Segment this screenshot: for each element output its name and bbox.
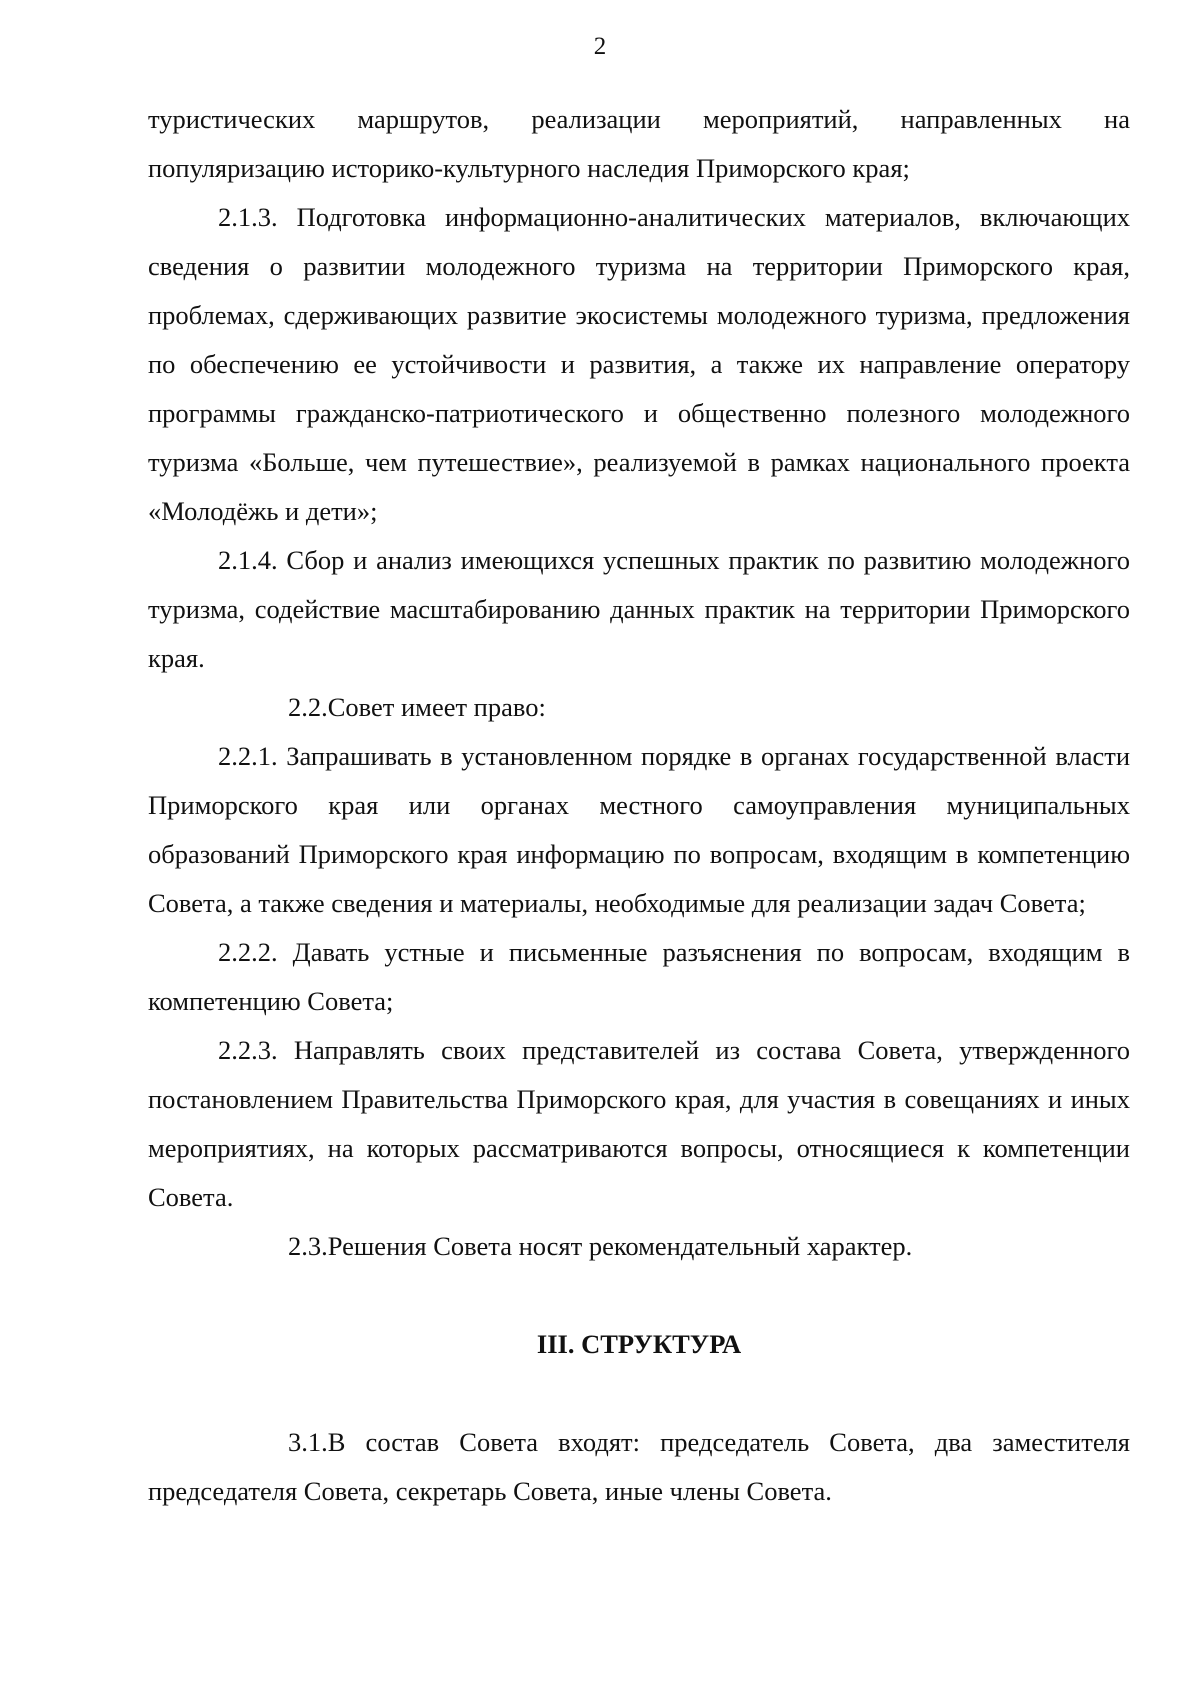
page-number: 2: [593, 33, 607, 60]
section-heading-structure: III. СТРУКТУРА: [536, 1329, 742, 1359]
paragraph-tourist-routes-continuation: туристических маршрутов, реализации мероприятий, направленных на популяризацию историко-культурного наследия Приморского края;: [148, 104, 1130, 183]
section-spacer: [148, 1271, 1130, 1320]
paragraph-number: 3.1.: [288, 1427, 328, 1457]
paragraph-number: 2.3.: [288, 1231, 328, 1261]
paragraph-2-2: [148, 683, 1130, 732]
document-body: [148, 95, 1130, 1516]
section-spacer: [148, 1369, 1130, 1418]
paragraph-2-1-3: 2.1.3. Подготовка информационно-аналитических материалов, включающих сведения о развитии молодежного туризма на территории Приморского края, проблемах, сдерживающих развитие экосистемы молодежного туризма, предложения по обеспечению ее устойчивости и развития, а также их направление оператору программы гражданско-патриотического и общественно полезного молодежного туризма «Больше, чем путешествие», реализуемой в рамках национального проекта «Молодёжь и дети»;: [148, 202, 1130, 526]
paragraph-2-2-3: 2.2.3. Направлять своих представителей из состава Совета, утвержденного постановлением Правительства Приморского края, для участия в совещаниях и иных мероприятиях, на которых рассматриваются вопросы, относящиеся к компетенции Совета.: [148, 1035, 1130, 1212]
paragraph-2-2-1: 2.2.1. Запрашивать в установленном порядке в органах государственной власти Приморского края или органах местного самоуправления муниципальных образований Приморского края информацию по вопросам, входящим в компетенцию Совета, а также сведения и материалы, необходимые для реализации задач Совета;: [148, 741, 1130, 918]
paragraph-number: 2.2.: [288, 692, 328, 722]
paragraph-2-3: [148, 1222, 1130, 1271]
paragraph-text: Решения Совета носят рекомендательный характер.: [327, 1231, 913, 1261]
paragraph-3-1: [148, 1418, 1130, 1516]
paragraph-2-1-4: 2.1.4. Сбор и анализ имеющихся успешных практик по развитию молодежного туризма, содействие масштабированию данных практик на территории Приморского края.: [148, 545, 1130, 673]
paragraph-text: Совет имеет право:: [327, 692, 546, 722]
paragraph-text: В состав Совета входят: председатель Совета, два заместителя председателя Совета, секретарь Совета, иные члены Совета.: [148, 1427, 1130, 1506]
paragraph-2-2-2: 2.2.2. Давать устные и письменные разъяснения по вопросам, входящим в компетенцию Совета;: [148, 937, 1130, 1016]
